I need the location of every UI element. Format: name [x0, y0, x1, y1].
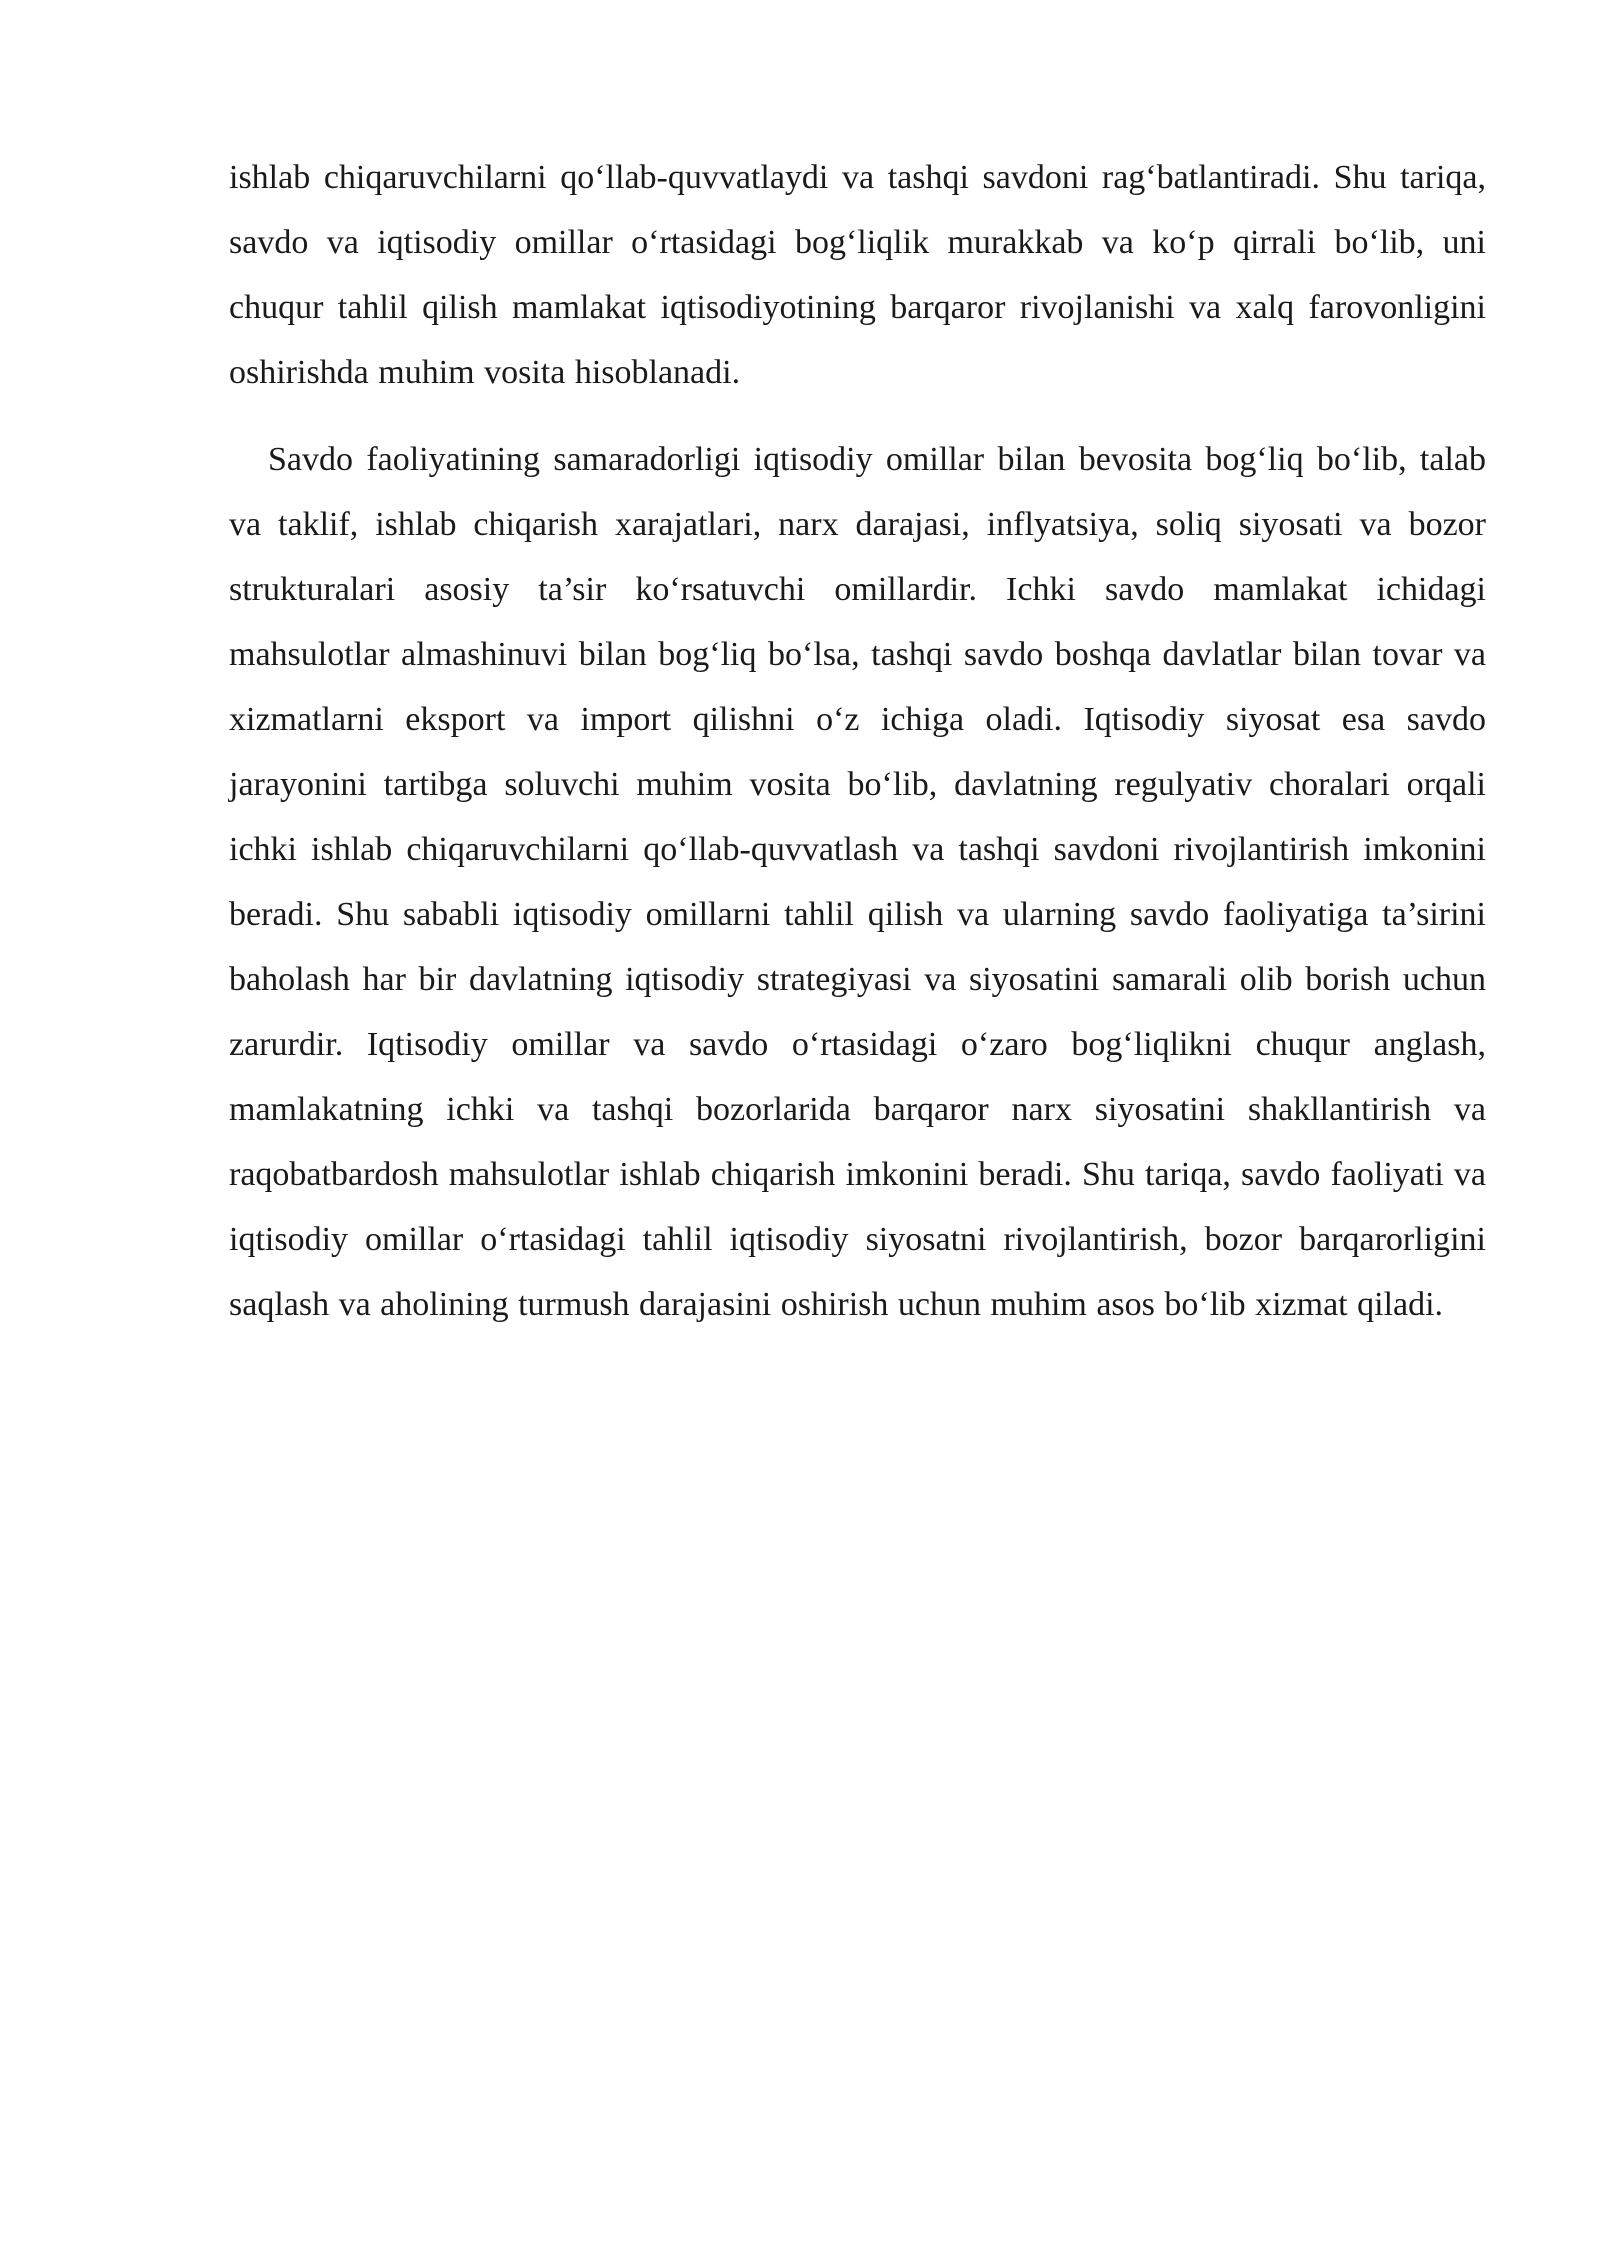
- body-text: [229, 145, 1486, 1337]
- paragraph: Savdo faoliyatining samaradorligi iqtisodiy omillar bilan bevosita bog‘liq bo‘lib, talab va taklif, ishlab chiqarish xarajatlari, narx darajasi, inflyatsiya, soliq siyosati va bozor strukturalari asosiy ta’sir ko‘rsatuvchi omillardir. Ichki savdo mamlakat ichidagi mahsulotlar almashinuvi bilan bog‘liq bo‘lsa, tashqi savdo boshqa davlatlar bilan tovar va xizmatlarni eksport va import qilishni o‘z ichiga oladi. Iqtisodiy siyosat esa savdo jarayonini tartibga soluvchi muhim vosita bo‘lib, davlatning regulyativ choralari orqali ichki ishlab chiqaruvchilarni qo‘llab-quvvatlash va tashqi savdoni rivojlantirish imkonini beradi. Shu sababli iqtisodiy omillarni tahlil qilish va ularning savdo faoliyatiga ta’sirini baholash har bir davlatning iqtisodiy strategiyasi va siyosatini samarali olib borish uchun zarurdir. Iqtisodiy omillar va savdo o‘rtasidagi o‘zaro bog‘liqlikni chuqur anglash, mamlakatning ichki va tashqi bozorlarida barqaror narx siyosatini shakllantirish va raqobatbardosh mahsulotlar ishlab chiqarish imkonini beradi. Shu tariqa, savdo faoliyati va iqtisodiy omillar o‘rtasidagi tahlil iqtisodiy siyosatni rivojlantirish, bozor barqarorligini saqlash va aholining turmush darajasini oshirish uchun muhim asos bo‘lib xizmat qiladi.: [229, 441, 1486, 1323]
- paragraph-continued: ishlab chiqaruvchilarni qo‘llab-quvvatlaydi va tashqi savdoni rag‘batlantiradi. Shu tariqa, savdo va iqtisodiy omillar o‘rtasidagi bog‘liqlik murakkab va ko‘p qirrali bo‘lib, uni chuqur tahlil qilish mamlakat iqtisodiyotining barqaror rivojlanishi va xalq farovonligini oshirishda muhim vosita hisoblanadi.: [229, 159, 1486, 391]
